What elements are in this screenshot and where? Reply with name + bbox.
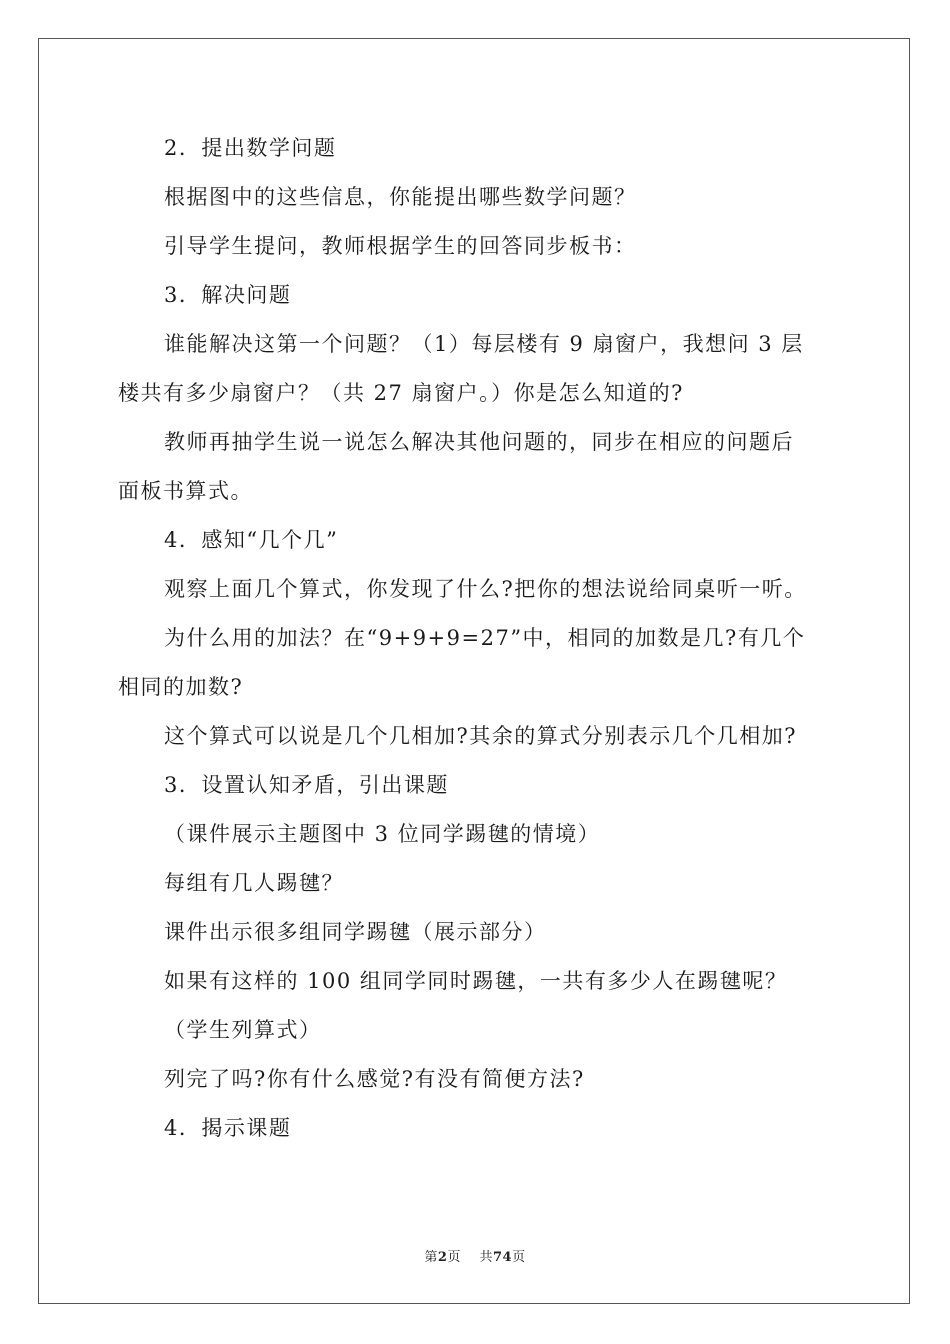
- text-line: 引导学生提问，教师根据学生的回答同步板书：: [164, 234, 637, 258]
- text-line: 面板书算式。: [118, 479, 253, 503]
- text-line: 4．揭示课题: [164, 1116, 292, 1140]
- text-line: 3．设置认知矛盾，引出课题: [164, 773, 449, 797]
- text-line: （课件展示主题图中 3 位同学踢毽的情境）: [164, 822, 601, 846]
- text-line: 相同的加数?: [118, 675, 244, 699]
- text-line: 2．提出数学问题: [164, 136, 337, 160]
- footer-page-suffix: 页: [447, 1250, 461, 1265]
- text-line: 楼共有多少扇窗户？（共 27 扇窗户。）你是怎么知道的?: [118, 381, 684, 405]
- text-line: 每组有几人踢毽？: [164, 871, 344, 895]
- text-line: 列完了吗?你有什么感觉?有没有简便方法?: [164, 1067, 585, 1091]
- text-line: 3．解决问题: [164, 283, 292, 307]
- total-pages: 74: [493, 1250, 513, 1265]
- page-number: 2: [437, 1250, 448, 1265]
- page-footer: [0, 1246, 950, 1265]
- text-line: 为什么用的加法？在“9+9+9=27”中，相同的加数是几?有几个: [164, 626, 806, 650]
- text-line: 谁能解决这第一个问题？（1）每层楼有 9 扇窗户，我想问 3 层: [164, 332, 804, 356]
- text-line: 观察上面几个算式，你发现了什么?把你的想法说给同桌听一听。: [164, 577, 807, 601]
- footer-prefix: 第: [424, 1250, 438, 1265]
- text-line: 如果有这样的 100 组同学同时踢毽，一共有多少人在踢毽呢？: [164, 969, 788, 993]
- document-body: [118, 124, 838, 1153]
- text-line: 这个算式可以说是几个几相加?其余的算式分别表示几个几相加?: [164, 724, 798, 748]
- text-line: 4．感知“几个几”: [164, 528, 339, 552]
- text-line: 根据图中的这些信息，你能提出哪些数学问题？: [164, 185, 637, 209]
- text-line: 课件出示很多组同学踢毽（展示部分）: [164, 920, 547, 944]
- text-line: （学生列算式）: [164, 1018, 322, 1042]
- footer-total-suffix: 页: [512, 1250, 526, 1265]
- footer-total-prefix: 共: [479, 1250, 493, 1265]
- text-line: 教师再抽学生说一说怎么解决其他问题的，同步在相应的问题后: [164, 430, 794, 454]
